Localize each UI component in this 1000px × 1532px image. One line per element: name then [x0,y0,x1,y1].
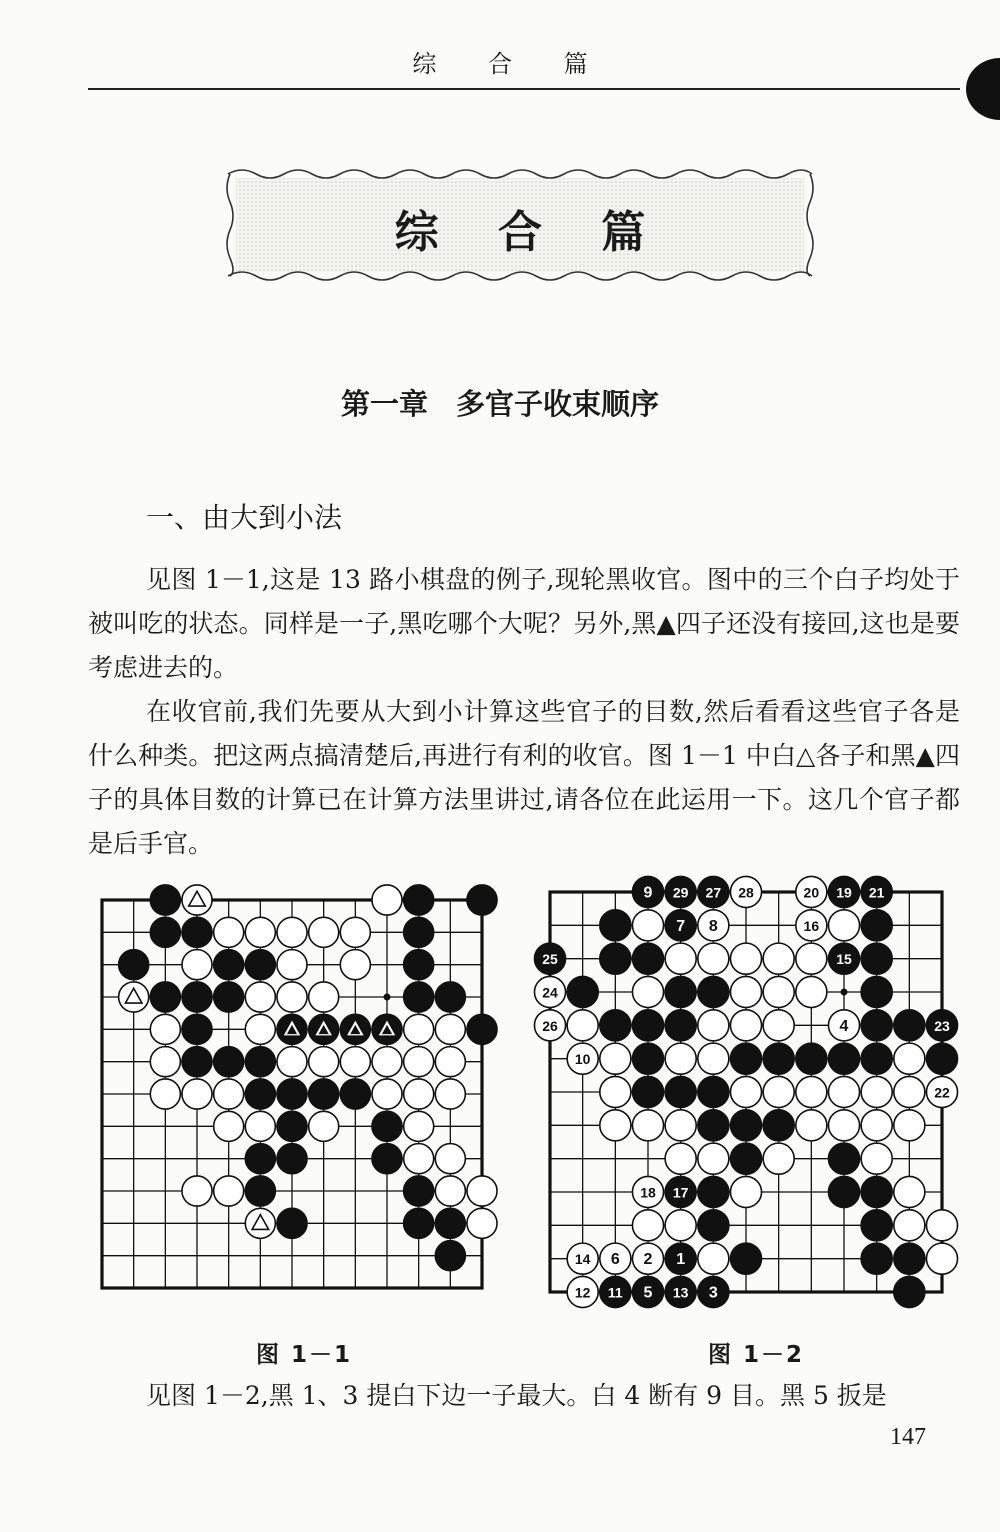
black-stone [632,943,663,974]
white-stone [632,910,663,941]
white-stone [665,943,696,974]
black-stone [861,1210,892,1241]
running-header: 综 合 篇 [412,50,610,78]
black-stone [245,1047,275,1077]
figure-caption-1: 图 1－1 [256,1342,353,1368]
white-stone [763,1076,794,1107]
white-stone [632,1210,663,1241]
black-stone [150,885,180,915]
move-number: 9 [643,884,653,902]
move-number: 17 [672,1184,689,1201]
black-stone [245,1144,275,1174]
black-stone [894,1010,925,1041]
chapter-title: 第一章 多官子收束顺序 [340,387,660,421]
white-stone [632,1110,663,1141]
move-number: 8 [708,917,718,935]
white-stone [340,950,370,980]
black-stone [182,982,212,1012]
black-stone [698,1176,729,1207]
white-stone [372,1079,402,1109]
black-stone [632,1043,663,1074]
white-stone [435,1079,465,1109]
white-stone [730,976,761,1007]
white-stone [600,1043,631,1074]
black-stone [467,885,497,915]
move-number: 25 [542,951,558,968]
white-stone [245,982,275,1012]
white-stone [277,950,307,980]
white-stone [245,1208,275,1238]
white-stone [404,1111,434,1141]
black-stone [828,1176,859,1207]
move-number: 5 [643,1284,653,1302]
black-stone [435,982,465,1012]
black-stone [698,1110,729,1141]
move-number: 21 [868,884,885,901]
white-stone [182,1079,212,1109]
white-stone [894,1043,925,1074]
black-stone [861,1243,892,1274]
section-banner [222,164,818,286]
black-stone [150,982,180,1012]
white-stone [372,885,402,915]
section-heading: 一、由大到小法 [146,501,343,534]
black-stone [763,1043,794,1074]
go-board-figure-1 [82,880,502,1308]
black-stone [894,1243,925,1274]
figure-caption-2: 图 1－2 [708,1342,805,1368]
black-stone [435,1208,465,1238]
move-number: 12 [574,1284,591,1301]
black-stone [698,1210,729,1241]
black-stone [214,982,244,1012]
black-stone [861,1043,892,1074]
white-stone [665,1210,696,1241]
white-stone [763,1143,794,1174]
black-stone [730,1143,761,1174]
white-stone [214,1079,244,1109]
move-number: 3 [708,1284,718,1302]
black-stone [600,1010,631,1041]
white-stone [214,1111,244,1141]
move-number: 20 [803,884,820,901]
move-number: 22 [934,1084,950,1101]
black-stone [567,976,598,1007]
paragraph-2: 在收官前,我们先要从大到小计算这些官子的目数,然后看看这些官子各是什么种类。把这两点搞清楚后,再进行有利的收官。图 1－1 中白△各子和黑▲四子的具体目数的计算已在计算方法里讲过,请各位在此运用一下。这几个官子都是后手官。 [88,697,960,858]
white-stone [245,1014,275,1044]
move-number: 16 [803,917,820,934]
white-stone [730,1176,761,1207]
white-stone [796,943,827,974]
white-stone [600,1076,631,1107]
black-stone [404,950,434,980]
go-board [82,880,502,1308]
white-stone [309,1047,339,1077]
black-stone [245,1079,275,1109]
white-stone [150,1014,180,1044]
black-stone [182,1014,212,1044]
header-rule [88,88,960,90]
go-board-figure-2 [530,872,962,1312]
black-stone [277,1144,307,1174]
white-stone [245,1111,275,1141]
white-stone [926,1210,957,1241]
black-stone [214,1047,244,1077]
white-stone [372,1047,402,1077]
black-stone [861,1176,892,1207]
black-stone [467,1014,497,1044]
black-stone [277,1079,307,1109]
white-stone [698,1243,729,1274]
black-stone [309,1079,339,1109]
white-stone [467,1176,497,1206]
move-number: 15 [836,951,852,968]
black-stone [828,1143,859,1174]
black-stone [600,943,631,974]
white-stone [340,1047,370,1077]
black-stone [600,910,631,941]
move-number: 6 [610,1251,620,1269]
black-stone [730,1043,761,1074]
white-stone [665,1143,696,1174]
white-stone [861,1143,892,1174]
black-stone [861,1010,892,1041]
black-stone [182,917,212,947]
black-stone [730,1110,761,1141]
white-stone [435,1014,465,1044]
white-stone [698,1043,729,1074]
black-stone [665,1076,696,1107]
black-stone [340,1079,370,1109]
white-stone [763,943,794,974]
white-stone [182,1176,212,1206]
white-stone [435,1144,465,1174]
star-point [841,989,848,996]
black-stone [277,1208,307,1238]
white-stone [763,976,794,1007]
white-stone [894,1110,925,1141]
white-stone [698,1143,729,1174]
white-stone [828,1076,859,1107]
white-stone [404,1079,434,1109]
move-number: 7 [676,917,686,935]
white-stone [567,1010,598,1041]
white-stone [861,1110,892,1141]
white-stone [435,1176,465,1206]
black-stone [372,1111,402,1141]
white-stone [404,1047,434,1077]
white-stone [340,917,370,947]
paragraph-3: 见图 1－2,黑 1、3 提白下边一子最大。白 4 断有 9 目。黑 5 扳是 [146,1381,887,1410]
white-stone [796,1076,827,1107]
white-stone [150,1079,180,1109]
paragraph-1: 见图 1－1,这是 13 路小棋盘的例子,现轮黑收官。图中的三个白子均处于被叫吃的状态。同样是一子,黑吃哪个大呢？另外,黑▲四子还没有接回,这也是要考虑进去的。 [88,565,960,682]
white-stone [404,1144,434,1174]
white-stone [763,1010,794,1041]
white-stone [632,976,663,1007]
white-stone [150,1047,180,1077]
move-number: 10 [574,1051,591,1068]
white-stone [796,1110,827,1141]
white-stone [404,1014,434,1044]
white-stone [435,1047,465,1077]
black-stone [119,950,149,980]
black-stone [632,1076,663,1107]
white-stone [309,982,339,1012]
black-stone [214,950,244,980]
white-stone [665,1043,696,1074]
white-stone [277,917,307,947]
white-stone [796,976,827,1007]
banner-title: 综 合 篇 [394,207,668,258]
black-stone [404,885,434,915]
move-number: 29 [672,884,689,901]
black-stone [665,976,696,1007]
move-number: 11 [607,1284,623,1301]
black-stone [404,1208,434,1238]
black-stone [435,1241,465,1271]
move-number: 14 [574,1251,591,1268]
move-number: 23 [934,1017,950,1034]
white-stone [600,1110,631,1141]
white-stone [245,917,275,947]
move-number: 28 [738,884,754,901]
black-stone [796,1043,827,1074]
move-number: 4 [839,1017,849,1035]
white-stone [828,1110,859,1141]
move-number: 26 [542,1017,558,1034]
white-stone [214,1176,244,1206]
move-number: 27 [705,884,722,901]
white-stone [467,1208,497,1238]
white-stone [861,1076,892,1107]
white-stone [119,982,149,1012]
move-number: 2 [643,1251,653,1269]
go-board [530,872,962,1312]
star-point [384,994,391,1001]
move-number: 24 [542,984,558,1001]
white-stone [926,1243,957,1274]
white-stone [309,917,339,947]
white-stone [182,885,212,915]
black-stone [698,1076,729,1107]
white-stone [698,1010,729,1041]
black-stone [861,910,892,941]
black-stone [372,1144,402,1174]
black-stone [404,917,434,947]
black-stone [150,917,180,947]
white-stone [277,1047,307,1077]
black-stone [828,1043,859,1074]
black-stone [730,1243,761,1274]
black-stone [277,1111,307,1141]
black-stone [665,1010,696,1041]
black-stone [632,1010,663,1041]
white-stone [214,917,244,947]
white-stone [309,1111,339,1141]
move-number: 13 [672,1284,689,1301]
white-stone [730,1076,761,1107]
white-stone [665,1110,696,1141]
black-stone [182,1047,212,1077]
white-stone [894,1076,925,1107]
page-number: 147 [890,1424,926,1450]
black-stone [245,1176,275,1206]
black-stone [245,950,275,980]
black-stone [404,1176,434,1206]
white-stone [277,982,307,1012]
white-stone [894,1176,925,1207]
white-stone [828,910,859,941]
black-stone [404,982,434,1012]
black-stone [861,943,892,974]
move-number: 18 [640,1184,656,1201]
move-number: 1 [676,1251,686,1269]
black-stone [926,1043,957,1074]
black-stone [861,976,892,1007]
white-stone [698,943,729,974]
move-number: 19 [836,884,852,901]
black-stone [763,1110,794,1141]
white-stone [894,1210,925,1241]
black-stone [894,1276,925,1307]
white-stone [182,950,212,980]
black-stone [698,976,729,1007]
white-stone [730,1010,761,1041]
white-stone [730,943,761,974]
